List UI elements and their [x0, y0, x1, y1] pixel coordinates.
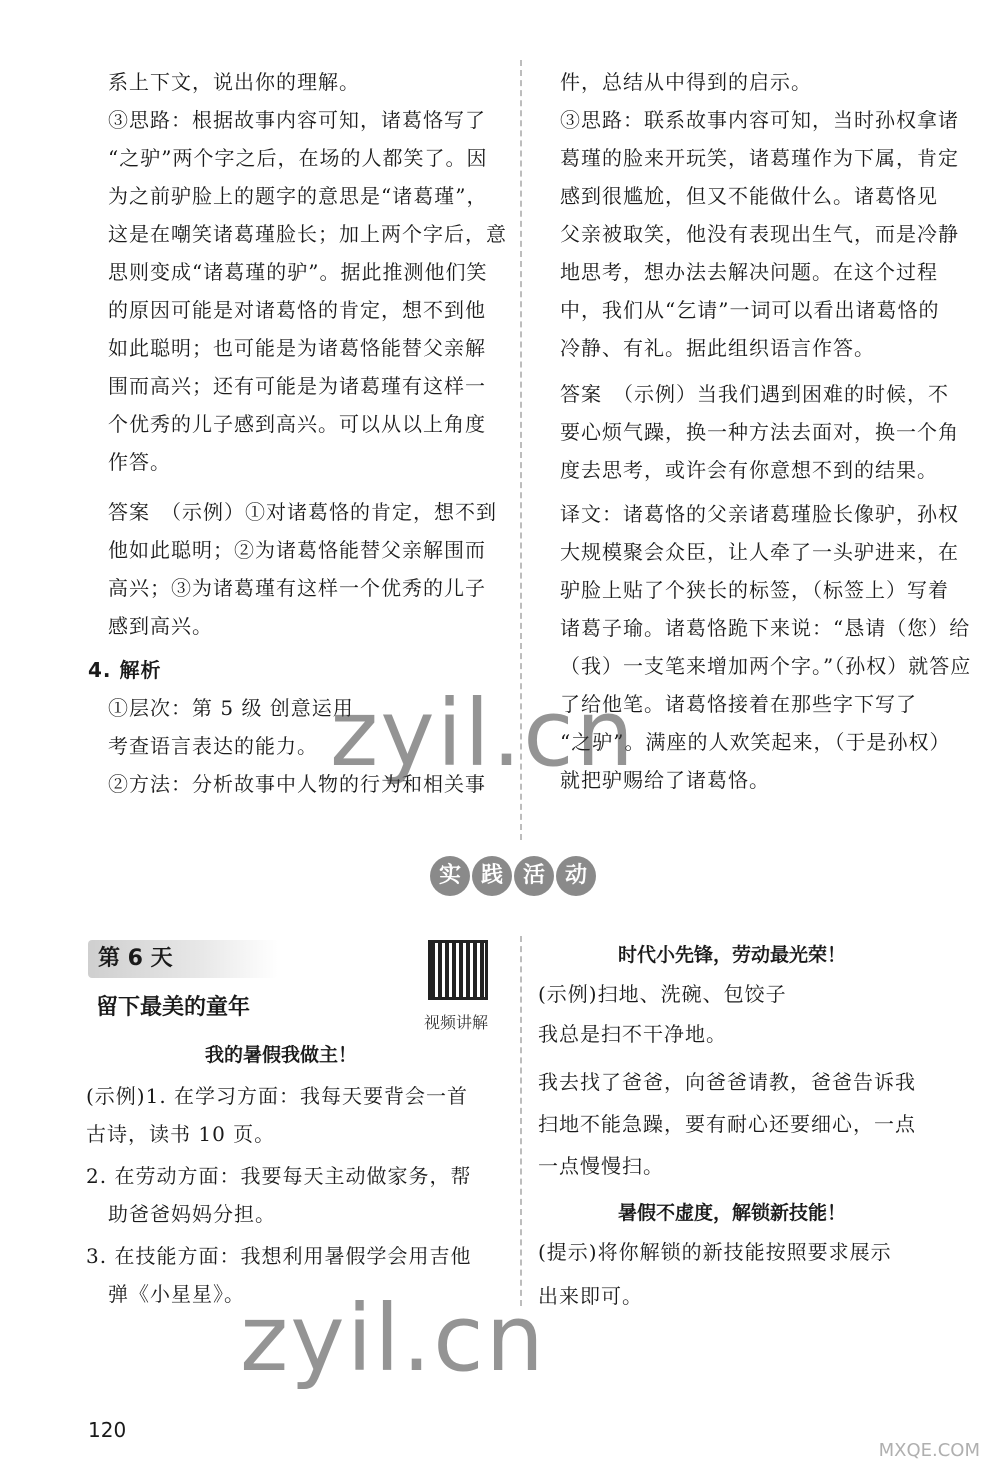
- text-line: “之驴”两个字之后，在场的人都笑了。因: [108, 146, 488, 170]
- qr-code-icon[interactable]: [428, 940, 488, 1000]
- text-line: 一点慢慢扫。: [538, 1154, 664, 1178]
- text-line: 父亲被取笑，他没有表现出生气，而是冷静: [560, 222, 959, 246]
- text-line: ③思路：联系故事内容可知，当时孙权拿诸: [560, 108, 959, 132]
- text-line: 考查语言表达的能力。: [108, 734, 318, 758]
- text-line: 了给他笔。诸葛恪接着在那些字下写了: [560, 692, 917, 716]
- lesson-title: 留下最美的童年: [96, 995, 251, 1020]
- text-line: 高兴；③为诸葛瑾有这样一个优秀的儿子: [108, 576, 486, 600]
- text-line: 扫地不能急躁，要有耐心还要细心，一点: [538, 1112, 916, 1136]
- text-line: 冷静、有礼。据此组织语言作答。: [560, 336, 875, 360]
- text-line: ③思路：根据故事内容可知，诸葛恪写了: [108, 108, 486, 132]
- text-line: 件，总结从中得到的启示。: [560, 70, 812, 94]
- text-line: 系上下文，说出你的理解。: [108, 70, 360, 94]
- video-explanation-label[interactable]: 视频讲解: [424, 1013, 489, 1032]
- text-line: 就把驴赐给了诸葛恪。: [560, 768, 770, 792]
- answer-line: 答案 （示例）当我们遇到困难的时候，不: [560, 382, 949, 406]
- text-line: 度去思考，或许会有你意想不到的结果。: [560, 458, 938, 482]
- banner-char: 实: [430, 856, 470, 896]
- text-line: 2. 在劳动方面：我要每天主动做家务，帮: [86, 1164, 472, 1188]
- text-line: 中，我们从“乞请”一词可以看出诸葛恪的: [560, 298, 940, 322]
- text-line: 他如此聪明；②为诸葛恪能替父亲解围而: [108, 538, 486, 562]
- column-divider-bottom: [520, 936, 522, 1306]
- text-line: 我去找了爸爸，向爸爸请教，爸爸告诉我: [538, 1070, 916, 1094]
- text-line: 的原因可能是对诸葛恪的肯定，想不到他: [108, 298, 486, 322]
- text-line: 驴脸上贴了个狭长的标签，（标签上）写着: [560, 578, 949, 602]
- page-number: 120: [88, 1418, 127, 1442]
- banner-char: 践: [472, 856, 512, 896]
- text-line: 为之前驴脸上的题字的意思是“诸葛瑾”，: [108, 184, 488, 208]
- watermark-middle: zyil.cn: [330, 680, 636, 787]
- text-line: 我总是扫不干净地。: [538, 1022, 727, 1046]
- text-line: 出来即可。: [538, 1284, 643, 1308]
- text-line: (提示)将你解锁的新技能按照要求展示: [538, 1240, 892, 1264]
- section-heading-new-skill: 暑假不虚度，解锁新技能！: [618, 1202, 847, 1224]
- answer-line: 答案 （示例）①对诸葛恪的肯定，想不到: [108, 500, 497, 524]
- section-heading-summer-plan: 我的暑假我做主！: [205, 1044, 358, 1066]
- text-line: 如此聪明；也可能是为诸葛恪能替父亲解: [108, 336, 486, 360]
- text-line: 葛瑾的脸来开玩笑，诸葛瑾作为下属，肯定: [560, 146, 959, 170]
- question-4-heading: 4. 解析: [88, 658, 162, 682]
- text-line: (示例)扫地、洗碗、包饺子: [538, 982, 787, 1006]
- text-line: ②方法：分析故事中人物的行为和相关事: [108, 772, 486, 796]
- text-line: 古诗，读书 10 页。: [86, 1122, 276, 1146]
- watermark-bottom: zyil.cn: [240, 1285, 546, 1392]
- text-line: （我）一支笔来增加两个字。”（孙权）就答应: [560, 654, 972, 678]
- text-line: 感到很尴尬，但又不能做什么。诸葛恪见: [560, 184, 938, 208]
- text-line: 大规模聚会众臣，让人牵了一头驴进来，在: [560, 540, 959, 564]
- text-line: 助爸爸妈妈分担。: [108, 1202, 276, 1226]
- text-line: “之驴”。满座的人欢笑起来，（于是孙权）: [560, 730, 951, 754]
- text-line: (示例)1. 在学习方面：我每天要背会一首: [86, 1084, 469, 1108]
- day-tag: 第 6 天: [88, 940, 278, 978]
- text-line: 诸葛子瑜。诸葛恪跪下来说：“恳请（您）给: [560, 616, 971, 640]
- text-line: 感到高兴。: [108, 614, 213, 638]
- text-line: 3. 在技能方面：我想利用暑假学会用吉他: [86, 1244, 472, 1268]
- text-line: 思则变成“诸葛瑾的驴”。据此推测他们笑: [108, 260, 488, 284]
- text-line: 作答。: [108, 450, 171, 474]
- text-line: 围而高兴；还有可能是为诸葛瑾有这样一: [108, 374, 486, 398]
- section-heading-labor: 时代小先锋，劳动最光荣！: [618, 944, 847, 966]
- text-line: 这是在嘲笑诸葛瑾脸长；加上两个字后，意: [108, 222, 507, 246]
- text-line: ①层次：第 5 级 创意运用: [108, 696, 354, 720]
- practice-activity-banner: [430, 856, 596, 896]
- banner-char: 动: [556, 856, 596, 896]
- text-line: 弹《小星星》。: [108, 1282, 245, 1306]
- text-line: 地思考，想办法去解决问题。在这个过程: [560, 260, 938, 284]
- text-line: 要心烦气躁，换一种方法去面对，换一个角: [560, 420, 959, 444]
- translation-line: 译文：诸葛恪的父亲诸葛瑾脸长像驴，孙权: [560, 502, 959, 526]
- text-line: 个优秀的儿子感到高兴。可以从以上角度: [108, 412, 486, 436]
- watermark-corner: MXQE.COM: [878, 1440, 980, 1461]
- banner-char: 活: [514, 856, 554, 896]
